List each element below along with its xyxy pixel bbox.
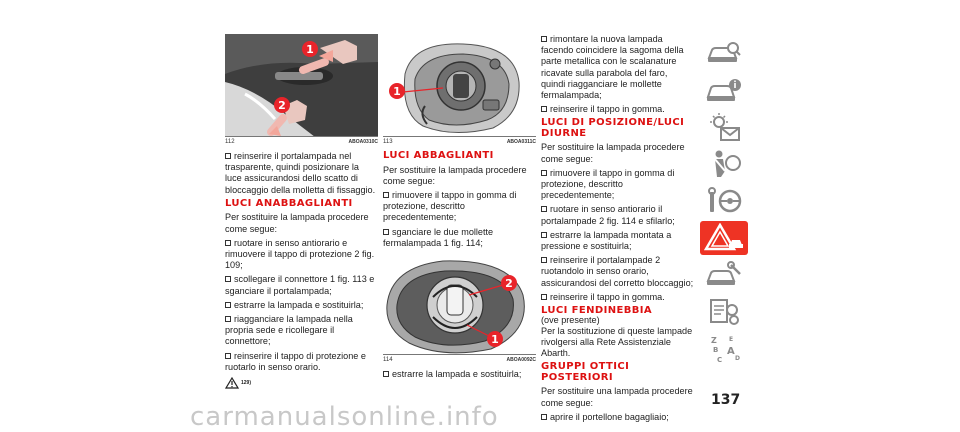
callout-2: 2: [505, 276, 513, 290]
warning-triangle-icon: [225, 377, 239, 389]
list-item: estrarre la lampada e sostituirla;: [383, 369, 536, 380]
sidebar-item-maintenance[interactable]: [700, 258, 748, 292]
list-item: ruotare in senso antiorario e rimuovere il tappo di protezione 2 fig. 109;: [225, 237, 375, 271]
svg-text:Z: Z: [711, 336, 717, 345]
list-item: reinserire il tappo di protezione e ruotarlo in senso orario.: [225, 350, 366, 372]
sidebar-item-emergency[interactable]: [700, 221, 748, 255]
list-item: rimontare la nuova lampada facendo coincidere la sagoma della parte metallica con le scalanature ricavate sulla parabola del faro, quindi riagganciare le mollette fermalampada;: [541, 34, 684, 101]
list-item: ruotare in senso antiorario il portalampade 2 fig. 114 e sfilarlo;: [541, 204, 675, 226]
figure-number: 114: [383, 356, 393, 363]
alphabet-index-icon: [705, 333, 743, 365]
chapter-sidebar: [700, 36, 748, 369]
svg-text:D: D: [735, 355, 740, 362]
page-number: 137: [711, 392, 741, 408]
section-heading: LUCI ABBAGLIANTI: [383, 150, 494, 161]
checkbox-icon: [225, 302, 231, 308]
section-heading: LUCI FENDINEBBIA: [541, 305, 653, 317]
dashboard-lights-icon: [705, 112, 743, 142]
figure-caption: [383, 356, 536, 364]
checkbox-icon: [225, 240, 231, 246]
figure-113: [383, 34, 536, 137]
checkbox-icon: [541, 36, 547, 42]
bulb-clips-illustration: [383, 255, 536, 355]
paragraph: Per sostituire una lampada procedere come segue:: [541, 386, 693, 408]
figure-caption: [383, 138, 536, 146]
svg-text:C: C: [717, 356, 723, 364]
checkbox-icon: [541, 257, 547, 263]
checkbox-icon: [225, 276, 231, 282]
sidebar-item-car-search[interactable]: [700, 36, 748, 70]
section-heading: LUCI DI POSIZIONE/LUCI DIURNE: [541, 117, 685, 139]
watermark: carmanualsonline.info: [190, 402, 499, 432]
list-item: sganciare le due mollette fermalampada 1 fig. 114;: [383, 226, 494, 248]
list-item: estrarre la lampada e sostituirla;: [225, 300, 378, 311]
headlamp-rear-illustration: [383, 34, 536, 137]
list-item: reinserire il portalampade 2 ruotandolo in senso orario, assicurandosi del corretto bloccaggio;: [541, 255, 694, 288]
warning-reference: [225, 377, 378, 389]
paragraph: Per sostituire la lampada procedere come segue:: [383, 164, 527, 186]
paragraph: Per sostituire la lampada procedere come segue:: [541, 142, 685, 164]
svg-text:B: B: [713, 346, 719, 354]
warning-ref-text: 129): [241, 379, 252, 386]
callout-1: 1: [306, 43, 314, 56]
checkbox-icon: [541, 294, 547, 300]
car-info-icon: [705, 77, 743, 103]
list-item: estrarre la lampada montata a pressione e sostituirla;: [541, 229, 672, 252]
column-3: [541, 34, 694, 426]
subheading-note: (ove presente): [541, 314, 600, 325]
seatbelt-airbag-icon: [705, 149, 743, 179]
checkbox-icon: [541, 232, 547, 238]
sidebar-item-car-info[interactable]: [700, 73, 748, 107]
svg-text:A: A: [727, 346, 735, 357]
checkbox-icon: [541, 106, 547, 112]
car-search-icon: [705, 40, 743, 66]
warning-triangle-car-icon: [704, 223, 744, 253]
svg-text:E: E: [729, 336, 734, 343]
list-item: rimuovere il tappo in gomma di protezione, descritto precedentemente;: [383, 189, 517, 223]
steering-tools-icon: [705, 186, 743, 216]
section-heading: LUCI ANABBAGLIANTI: [225, 197, 353, 209]
list-item: aprire il portellone bagagliaio;: [541, 412, 694, 423]
list-item: scollegare il connettore 1 fig. 113 e sganciare il portalampada;: [225, 274, 375, 296]
checkbox-icon: [541, 170, 547, 176]
callout-1: 1: [491, 332, 499, 346]
list-item: riagganciare la lampada nella propria sede e ricollegare il connettore;: [225, 313, 353, 347]
sidebar-item-steering-tools[interactable]: [700, 184, 748, 218]
figure-code: ABOA0310C: [348, 139, 378, 145]
checkbox-icon: [225, 153, 231, 159]
sidebar-item-technical-data[interactable]: [700, 295, 748, 329]
callout-1: 1: [393, 85, 401, 98]
checkbox-icon: [541, 414, 547, 420]
checkbox-icon: [383, 229, 389, 235]
checkbox-icon: [541, 206, 547, 212]
sidebar-item-dashboard-lights[interactable]: [700, 110, 748, 144]
checkbox-icon: [383, 371, 389, 377]
list-item: reinserire il tappo in gomma.: [541, 104, 694, 115]
figure-code: ABOA0092C: [506, 356, 536, 363]
headlamp-bulb-illustration: [225, 34, 378, 137]
figure-number: 113: [383, 139, 393, 145]
figure-112: [225, 34, 378, 137]
figure-114: [383, 255, 536, 355]
car-wrench-icon: [705, 261, 743, 289]
paragraph: Per la sostituzione di queste lampade rivolgersi alla Rete Assistenziale Abarth.: [541, 325, 693, 359]
list-item: rimuovere il tappo in gomma di protezione, descritto precedentemente;: [541, 167, 675, 201]
checkbox-icon: [383, 192, 389, 198]
list-item: reinserire il portalampada nel trasparente, quindi posizionare la luce assicurandosi dello scatto di bloccaggio della molletta di fissaggio.: [225, 151, 376, 195]
document-gears-icon: [705, 297, 743, 327]
column-1: [225, 34, 378, 389]
figure-caption: [225, 138, 378, 146]
figure-number: 112: [225, 139, 235, 145]
list-item: reinserire il tappo in gomma.: [541, 292, 694, 303]
sidebar-item-alphabetical-index[interactable]: [700, 332, 748, 366]
callout-2: 2: [278, 99, 286, 112]
checkbox-icon: [225, 316, 231, 322]
figure-code: ABOA0311C: [506, 139, 536, 145]
checkbox-icon: [225, 353, 231, 359]
section-heading: GRUPPI OTTICI POSTERIORI: [541, 361, 630, 383]
sidebar-item-seatbelt-airbag[interactable]: [700, 147, 748, 181]
paragraph: Per sostituire la lampada procedere come segue:: [225, 212, 369, 234]
column-2: [383, 34, 536, 383]
